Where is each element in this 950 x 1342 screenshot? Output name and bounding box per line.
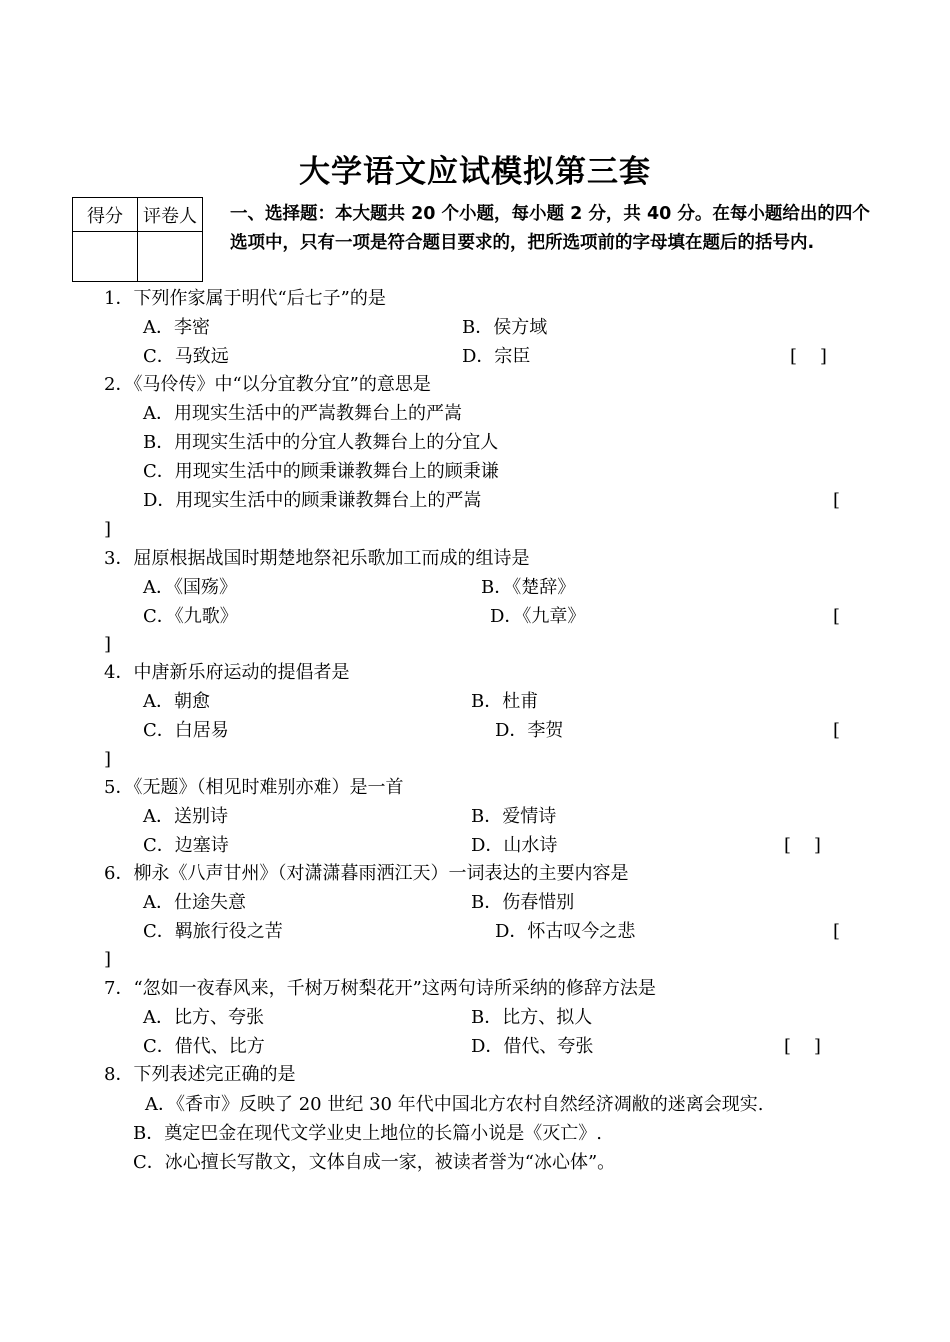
option-c: C．冰心擅长写散文，文体自成一家，被读者誉为“冰心体”。 [133, 1152, 616, 1173]
option-a: A．朝愈 [143, 691, 210, 712]
option-c: C．借代、比方 [143, 1036, 265, 1057]
question-stem: 4．中唐新乐府运动的提倡者是 [104, 662, 350, 683]
page-title: 大学语文应试模拟第三套 [299, 154, 651, 190]
option-c: C．白居易 [143, 720, 229, 741]
option-b: B．用现实生活中的分宜人教舞台上的分宜人 [143, 432, 499, 453]
option-d: D．《九章》 [490, 606, 586, 627]
option-d: D．怀古叹今之悲 [495, 921, 636, 942]
option-c: C．马致远 [143, 346, 229, 367]
option-c: C．《九歌》 [143, 606, 238, 627]
option-a: A．李密 [143, 317, 210, 338]
option-a: A．仕途失意 [143, 892, 246, 913]
option-d: D．山水诗 [471, 835, 558, 856]
answer-bracket-open: [ [833, 921, 841, 942]
score-table [72, 197, 203, 282]
option-b: B．杜甫 [471, 691, 539, 712]
option-a: A．《香市》反映了 20 世纪 30 年代中国北方农村自然经济凋敝的迷离会现实. [145, 1094, 764, 1115]
question-stem: 7．“忽如一夜春风来，千树万树梨花开”这两句诗所采纳的修辞方法是 [104, 978, 656, 999]
answer-bracket-close: ] [104, 519, 112, 540]
option-b: B．《楚辞》 [481, 577, 576, 598]
option-b: B．伤春惜别 [471, 892, 575, 913]
score-header: 得分 [73, 198, 138, 232]
answer-bracket: [ ] [784, 1036, 821, 1057]
option-b: B．比方、拟人 [471, 1007, 593, 1028]
grader-cell [138, 232, 203, 282]
option-c: C．用现实生活中的顾秉谦教舞台上的顾秉谦 [143, 461, 499, 482]
option-c: C．羁旅行役之苦 [143, 921, 283, 942]
answer-bracket: [ ] [784, 835, 821, 856]
option-a: A．《国殇》 [143, 577, 237, 598]
answer-bracket-open: [ [833, 490, 841, 511]
option-d: D．李贺 [495, 720, 564, 741]
question-stem: 6．柳永《八声甘州》（对潇潇暮雨洒江天）一词表达的主要内容是 [104, 863, 629, 884]
score-cell [73, 232, 138, 282]
answer-bracket-open: [ [833, 720, 841, 741]
question-stem: 8．下列表述完正确的是 [104, 1064, 296, 1085]
section-instructions: 一、选择题：本大题共 20 个小题，每小题 2 分，共 40 分。在每小题给出的四个选项中，只有一项是符合题目要求的，把所选项前的字母填在题后的括号内. [230, 204, 870, 253]
option-c: C．边塞诗 [143, 835, 229, 856]
question-stem: 3．屈原根据战国时期楚地祭祀乐歌加工而成的组诗是 [104, 548, 530, 569]
answer-bracket-open: [ [833, 606, 841, 627]
question-stem: 5．《无题》（相见时难别亦难）是一首 [104, 777, 404, 798]
option-a: A．比方、夸张 [143, 1007, 264, 1028]
option-b: B．爱情诗 [471, 806, 557, 827]
answer-bracket-close: ] [104, 749, 112, 770]
answer-bracket: [ ] [790, 346, 827, 367]
option-a: A．送别诗 [143, 806, 228, 827]
option-d: D．宗臣 [462, 346, 531, 367]
option-d: D．用现实生活中的顾秉谦教舞台上的严嵩 [143, 490, 482, 511]
option-b: B．侯方域 [462, 317, 548, 338]
option-d: D．借代、夸张 [471, 1036, 594, 1057]
answer-bracket-close: ] [104, 634, 112, 655]
option-b: B．奠定巴金在现代文学业史上地位的长篇小说是《灭亡》. [133, 1123, 602, 1144]
question-stem: 2．《马伶传》中“以分宜教分宜”的意思是 [104, 374, 431, 395]
answer-bracket-close: ] [104, 949, 112, 970]
grader-header: 评卷人 [138, 198, 203, 232]
option-a: A．用现实生活中的严嵩教舞台上的严嵩 [143, 403, 462, 424]
question-stem: 1．下列作家属于明代“后七子”的是 [104, 288, 386, 309]
